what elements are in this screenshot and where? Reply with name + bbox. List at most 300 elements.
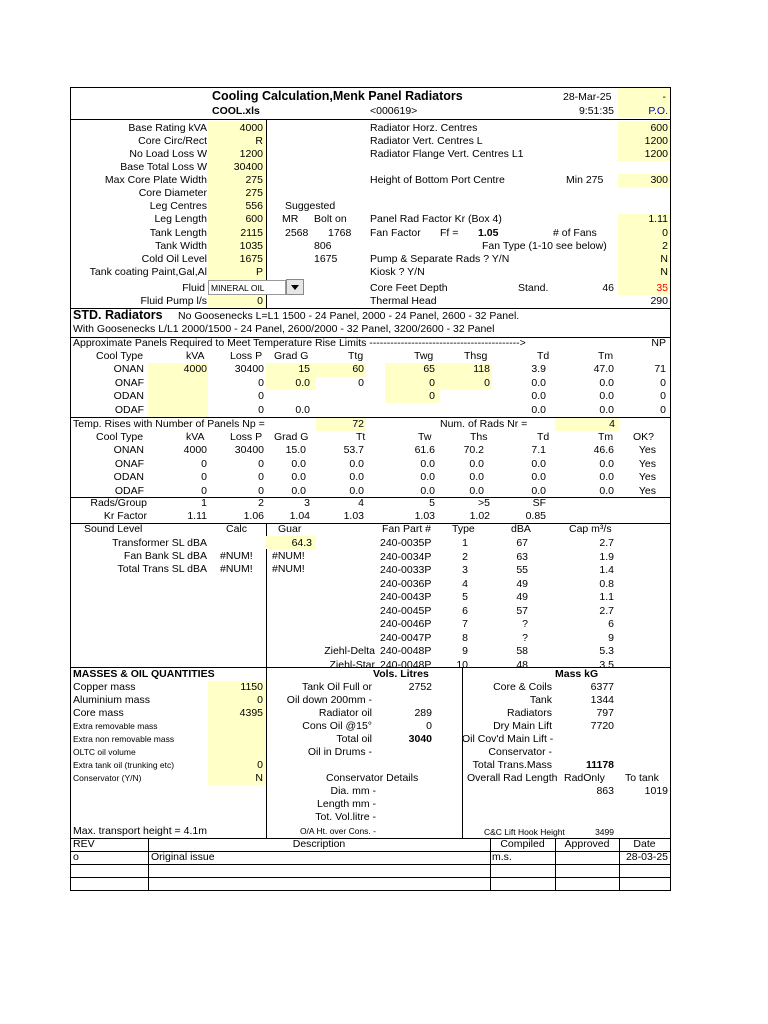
approx-cell: 71	[654, 363, 666, 375]
vol-value: 289	[414, 707, 432, 719]
nr-label: Num. of Rads Nr =	[440, 418, 528, 430]
mass-value[interactable]: N	[255, 772, 263, 784]
mass-label: Conservator (Y/N)	[73, 773, 142, 783]
vol-label: Cons Oil @15°	[302, 720, 372, 732]
input-value[interactable]: 1675	[239, 253, 263, 265]
fan-capacity: 2.7	[599, 537, 614, 549]
temp-cell: 0.0	[349, 484, 364, 497]
approx-header: Grad G	[274, 350, 309, 362]
vol-label: Oil down 200mm -	[286, 694, 372, 706]
rev-cell: o	[73, 851, 79, 863]
nr-value[interactable]: 4	[609, 418, 615, 430]
fluid-dropdown-button[interactable]	[286, 279, 304, 295]
temp-cell: Yes	[638, 484, 656, 497]
input-value[interactable]: 4000	[239, 122, 263, 134]
fan-part-number: 240-0047P	[380, 631, 432, 644]
fan-type: 3	[462, 564, 468, 576]
kr-factor-value: 1.11	[187, 510, 207, 522]
rads-group-value: 3	[304, 497, 310, 509]
input-label: Core Diameter	[138, 187, 207, 199]
temp-cell: 0.0	[349, 471, 364, 483]
fan-capacity: 9	[608, 631, 614, 644]
input-value[interactable]: P	[255, 266, 263, 278]
kr-factor-value: 1.03	[343, 510, 364, 522]
param-extra: Stand.	[518, 282, 549, 294]
rev-header: Date	[633, 838, 656, 850]
frame-right	[670, 87, 671, 891]
approx-np-label: NP	[651, 337, 666, 349]
input-label: Max Core Plate Width	[104, 174, 207, 186]
fan-part-number: 240-0045P	[380, 604, 432, 617]
temp-cell: 4000	[183, 444, 207, 456]
approx-cell: 0.0	[599, 390, 614, 402]
suggested-bolt-label: Bolt on	[314, 213, 347, 225]
fan-type: 7	[462, 618, 468, 630]
fan-type: 8	[462, 631, 468, 644]
fan-dba: 63	[516, 550, 528, 563]
header-time: 9:51:35	[578, 105, 614, 117]
chevron-down-icon	[287, 280, 303, 294]
temp-header: Tm	[598, 431, 614, 443]
to-tank-label: To tank	[625, 772, 659, 784]
temp-cell: 7.1	[531, 444, 546, 456]
approx-cell[interactable]: 60	[352, 363, 364, 375]
fan-type: 6	[462, 604, 468, 617]
temp-cool-type: ONAN	[113, 444, 144, 456]
fan-connection: Ziehl-Star	[329, 658, 375, 671]
fan-header: dBA	[511, 523, 531, 535]
fan-header: Type	[452, 523, 475, 535]
param-value[interactable]: 300	[650, 174, 668, 186]
param-label: Core Feet Depth	[370, 282, 448, 294]
rule	[70, 877, 670, 878]
fan-capacity: 3.5	[599, 658, 614, 671]
temp-header: Tw	[418, 431, 432, 443]
temp-cell: 0.0	[531, 484, 546, 497]
vol-label: Tank Oil Full or	[301, 681, 372, 693]
approx-cell[interactable]: 0	[258, 390, 264, 402]
temp-cool-type: ODAF	[114, 484, 144, 497]
suggested-title: Suggested	[285, 200, 336, 212]
fan-dba: 58	[516, 645, 528, 657]
vol-label: Total oil	[336, 733, 372, 745]
approx-cell: 0.0	[599, 376, 614, 389]
sound-guar[interactable]: 64.3	[291, 537, 312, 549]
approx-cell[interactable]: 65	[423, 363, 435, 375]
kr-factor-value: 1.02	[469, 510, 490, 522]
temp-cell: 0.0	[531, 471, 546, 483]
fan-capacity: 1.9	[599, 550, 614, 563]
input-label: Leg Length	[154, 213, 207, 225]
sound-guar: #NUM!	[272, 550, 305, 562]
param-label: Radiator Horz. Centres	[370, 122, 478, 134]
temp-cell: Yes	[638, 444, 656, 456]
np-value[interactable]: 72	[352, 418, 364, 430]
mass-kg-label: Core & Coils	[493, 681, 552, 693]
temp-cell: 0	[201, 471, 207, 483]
fan-header: Cap m³/s	[569, 523, 612, 535]
fan-part-number: 240-0048P	[380, 645, 432, 657]
fluid-label: Fluid	[182, 282, 205, 294]
rule	[70, 864, 670, 865]
temp-cell: 0.0	[599, 457, 614, 470]
mass-value[interactable]: 4395	[239, 707, 263, 719]
header-date: 28-Mar-25	[563, 91, 612, 103]
param-label: Fan Type (1-10 see below)	[482, 240, 607, 252]
temp-cell: 0	[201, 484, 207, 497]
temp-cell: 0.0	[469, 457, 484, 470]
temp-cell: 0.0	[599, 484, 614, 497]
rads-group-value: >5	[478, 497, 490, 509]
approx-header: Ttg	[348, 350, 364, 362]
input-value[interactable]: 1035	[239, 240, 263, 252]
sound-calc: #NUM!	[220, 550, 253, 562]
rev-cell: 28-03-25	[625, 851, 668, 863]
param-value[interactable]: 0	[662, 227, 668, 239]
rad-only-label: RadOnly	[564, 772, 605, 784]
fan-part-number: 240-0046P	[380, 618, 432, 630]
temp-cell: Yes	[638, 471, 656, 483]
lift-value: 3499	[595, 827, 614, 837]
fan-capacity: 0.8	[599, 577, 614, 590]
approx-cool-type: ODAN	[113, 390, 144, 402]
temp-cell: 0.0	[599, 471, 614, 483]
mass-kg-value: 7720	[590, 720, 614, 732]
temp-cell: 61.6	[414, 444, 435, 456]
fan-type: 2	[462, 550, 468, 563]
input-label: Core Circ/Rect	[138, 135, 207, 147]
sound-header: Guar	[278, 523, 302, 535]
input-value[interactable]: 2115	[240, 227, 263, 239]
kr-factor-value: 1.06	[243, 510, 264, 522]
conservator-row: Tot. Vol.litre -	[315, 811, 376, 823]
param-extra: # of Fans	[553, 227, 597, 239]
approx-cell: 0.0	[531, 403, 546, 416]
rads-group-value: SF	[532, 497, 546, 509]
sound-label: Fan Bank SL dBA	[123, 550, 207, 562]
sound-calc: #NUM!	[220, 563, 253, 575]
masses-title: MASSES & OIL QUANTITIES	[73, 668, 215, 680]
temp-cell: 70.2	[463, 444, 484, 456]
rad-length-label: Overall Rad Length	[467, 772, 558, 784]
mass-value[interactable]: 0	[257, 694, 263, 706]
input-value[interactable]: 0	[257, 295, 263, 307]
approx-cell[interactable]: 0	[258, 403, 264, 416]
temp-header: Td	[537, 431, 550, 443]
temp-cell: 0.0	[420, 484, 435, 497]
fan-dba: ?	[522, 618, 528, 630]
rev-cell: m.s.	[492, 851, 512, 863]
rads-group-value: 2	[258, 497, 264, 509]
input-label: Base Rating kVA	[128, 122, 207, 134]
param-value[interactable]: 1.11	[648, 213, 668, 225]
header-ref: <000619>	[370, 105, 418, 117]
frame-top	[70, 87, 670, 88]
mass-kg-label: Dry Main Lift	[493, 720, 552, 732]
file-name: COOL.xls	[212, 105, 260, 117]
temp-cell: 0.0	[291, 457, 306, 470]
fan-header: Fan Part #	[382, 523, 432, 535]
param-extra2: 46	[602, 282, 614, 294]
vol-value: 3040	[408, 733, 432, 745]
param-label: Radiator Vert. Centres L	[370, 135, 483, 147]
fan-part-number: 240-0036P	[380, 577, 432, 590]
rule	[70, 119, 670, 120]
input-value[interactable]: 275	[245, 187, 263, 199]
mass-value[interactable]: 0	[257, 759, 263, 771]
param-label: Thermal Head	[370, 295, 437, 307]
temp-cell: 0.0	[291, 484, 306, 497]
approx-cell[interactable]: 118	[473, 363, 490, 375]
rads-group-value: 5	[429, 497, 435, 509]
lift-label: C&C Lift Hook Height	[484, 827, 565, 837]
fan-dba: 49	[516, 591, 528, 603]
fan-type: 4	[462, 577, 468, 590]
temp-cell: 0.0	[349, 457, 364, 470]
fan-dba: ?	[522, 631, 528, 644]
std-radiators-line2: With Goosenecks L/L1 2000/1500 - 24 Panel, 2600/2000 - 32 Panel, 3200/2600 - 32 Panel	[73, 323, 495, 335]
suggested-mr-value: 2568	[285, 227, 309, 239]
temp-cell: 0.0	[291, 471, 306, 483]
temp-header: kVA	[186, 431, 205, 443]
rule	[70, 890, 670, 891]
temp-cell: 0	[258, 457, 264, 470]
input-value[interactable]: 556	[245, 200, 263, 212]
to-tank-value: 1019	[644, 785, 668, 797]
temp-cell: 0.0	[420, 471, 435, 483]
fan-type: 9	[462, 645, 468, 657]
temp-cell: 30400	[234, 444, 264, 456]
approx-cell[interactable]: 0.0	[295, 376, 310, 389]
approx-cell[interactable]: 0	[484, 376, 490, 389]
temp-header: Ths	[470, 431, 488, 443]
mass-kg-value: 797	[596, 707, 614, 719]
approx-cell[interactable]: 0	[429, 376, 435, 389]
approx-header: Td	[537, 350, 550, 362]
approx-header: Tm	[598, 350, 614, 362]
param-extra: Min 275	[566, 174, 604, 186]
param-label: Height of Bottom Port Centre	[370, 174, 505, 186]
mass-label: OLTC oil volume	[73, 747, 136, 757]
input-label: Base Total Loss W	[120, 161, 207, 173]
input-value[interactable]: 275	[245, 174, 263, 186]
mass-kg-value: 11178	[585, 759, 614, 771]
fan-part-number: 240-0048P	[380, 658, 432, 671]
approx-title: Approximate Panels Required to Meet Temperature Rise Limits ------------------------------------------->	[73, 337, 526, 349]
temp-header: Tt	[356, 431, 366, 443]
suggested-mr-label: MR	[282, 213, 299, 225]
param-value[interactable]: 1200	[644, 148, 668, 160]
fan-dba: 48	[516, 658, 528, 671]
rev-header: Approved	[564, 838, 610, 850]
mass-label: Extra tank oil (trunking etc)	[73, 760, 175, 770]
mass-kg-label: Radiators	[507, 707, 552, 719]
input-label: Tank Width	[155, 240, 207, 252]
sound-guar: #NUM!	[272, 563, 305, 575]
temp-cell: 0.0	[469, 471, 484, 483]
mass-kg-value: 1344	[590, 694, 614, 706]
temp-cell: 0	[201, 457, 207, 470]
approx-cell: 0.0	[599, 403, 614, 416]
kr-factor-value: 0.85	[525, 510, 546, 522]
approx-cell[interactable]: 30400	[234, 363, 264, 375]
param-value[interactable]: N	[660, 266, 668, 278]
approx-header: Cool Type	[96, 350, 144, 362]
temp-cell: 0	[258, 484, 264, 497]
fan-dba: 67	[516, 537, 528, 549]
approx-cool-type: ONAN	[113, 363, 144, 375]
input-label: No Load Loss W	[129, 148, 207, 160]
vols-title: Vols. Litres	[373, 668, 429, 680]
approx-cell: 0	[660, 403, 666, 416]
approx-header: kVA	[186, 350, 205, 362]
temp-cell: 0	[258, 471, 264, 483]
input-value[interactable]: 1200	[239, 148, 263, 160]
sound-label: Transformer SL dBA	[112, 537, 207, 549]
fan-capacity: 5.3	[599, 645, 614, 657]
rads-group-value: 1	[201, 497, 207, 509]
rev-header: REV	[73, 838, 95, 850]
temp-cell: 0.0	[469, 484, 484, 497]
param-value[interactable]: N	[660, 253, 668, 265]
approx-cell[interactable]: 4000	[183, 363, 207, 375]
sound-header: Sound Level	[84, 523, 143, 535]
mass-label: Extra non removable mass	[73, 734, 175, 744]
fan-dba: 49	[516, 577, 528, 590]
approx-cool-type: ODAF	[114, 403, 144, 416]
approx-cell: 3.9	[531, 363, 546, 375]
approx-cell[interactable]: 0	[258, 376, 264, 389]
conservator-row: O/A Ht. over Cons. -	[299, 826, 376, 836]
std-radiators-line1: No Goosenecks L=L1 1500 - 24 Panel, 2000 - 24 Panel, 2600 - 32 Panel.	[178, 310, 520, 322]
fan-part-number: 240-0034P	[380, 550, 432, 563]
approx-header: Twg	[414, 350, 434, 362]
kr-factor-value: 1.04	[289, 510, 310, 522]
mass-label: Extra removable mass	[73, 721, 158, 731]
fan-connection: Ziehl-Delta	[324, 645, 375, 657]
fan-capacity: 6	[608, 618, 614, 630]
fan-part-number: 240-0035P	[380, 537, 432, 549]
param-value[interactable]: 600	[650, 122, 668, 134]
input-value[interactable]: R	[255, 135, 263, 147]
approx-cell[interactable]: 15	[298, 363, 310, 375]
fan-capacity: 2.7	[599, 604, 614, 617]
fan-part-number: 240-0043P	[380, 591, 432, 603]
temp-cell: 0.0	[420, 457, 435, 470]
approx-header: Thsg	[464, 350, 488, 362]
rev-header: Description	[292, 838, 346, 850]
temp-header: Cool Type	[96, 431, 144, 443]
mass-kg-value: 6377	[590, 681, 614, 693]
kr-factor-value: 1.03	[414, 510, 435, 522]
param-ff-label: Ff =	[440, 227, 459, 239]
input-label: Cold Oil Level	[141, 253, 207, 265]
fan-type: 5	[462, 591, 468, 603]
approx-cell: 0.0	[531, 390, 546, 402]
input-label: Fluid Pump l/s	[140, 295, 207, 307]
temp-cell: 0.0	[531, 457, 546, 470]
mass-kg-label: Conservator -	[488, 746, 552, 758]
fan-capacity: 1.1	[599, 591, 614, 603]
vol-label: Oil in Drums -	[307, 746, 372, 758]
rad-only-value: 863	[596, 785, 614, 797]
temp-cool-type: ONAF	[114, 457, 144, 470]
param-label: Panel Rad Factor Kr (Box 4)	[370, 213, 502, 225]
approx-cell: 47.0	[593, 363, 614, 375]
rev-cell: Original issue	[151, 851, 215, 863]
param-value[interactable]: 1200	[644, 135, 668, 147]
fluid-value: MINERAL OIL	[211, 283, 265, 293]
param-value[interactable]: 2	[662, 240, 668, 252]
approx-cell: 0	[660, 376, 666, 389]
transport-height: Max. transport height = 4.1m	[73, 825, 207, 837]
input-label: Tank coating Paint,Gal,Al	[89, 266, 207, 278]
approx-cell[interactable]: 0.0	[295, 403, 310, 416]
param-label: Radiator Flange Vert. Centres L1	[370, 148, 524, 160]
suggested-width: 806	[314, 240, 332, 252]
fan-dba: 55	[516, 564, 528, 576]
temp-cell: Yes	[638, 457, 656, 470]
rads-group-value: 4	[358, 497, 364, 509]
mass-label: Copper mass	[73, 681, 136, 693]
temp-cell: 15.0	[285, 444, 306, 456]
approx-cell: 0	[660, 390, 666, 402]
temp-cool-type: ODAN	[113, 471, 144, 483]
input-value[interactable]: 600	[245, 213, 263, 225]
fan-type: 1	[462, 537, 468, 549]
fan-type: 10	[456, 658, 468, 671]
suggested-bolt-value: 1768	[328, 227, 352, 239]
param-label: Kiosk ? Y/N	[370, 266, 425, 278]
approx-header: Loss P	[230, 350, 263, 362]
param-value: 290	[650, 295, 668, 307]
mass-kg-title: Mass kG	[555, 668, 599, 680]
temp-rises-label: Temp. Rises with Number of Panels Np =	[73, 418, 265, 430]
header-po: P.O.	[648, 105, 668, 117]
vol-label: Radiator oil	[318, 707, 372, 719]
approx-cool-type: ONAF	[114, 376, 144, 389]
temp-header: Loss P	[230, 431, 263, 443]
temp-cell: 46.6	[593, 444, 614, 456]
mass-kg-label: Tank	[529, 694, 552, 706]
fan-part-number: 240-0033P	[380, 564, 432, 576]
sound-header: Calc	[226, 523, 248, 535]
approx-cell[interactable]: 0	[429, 390, 435, 402]
fan-capacity: 1.4	[599, 564, 614, 576]
param-value[interactable]: 35	[656, 282, 668, 294]
mass-label: Aluminium mass	[73, 694, 151, 706]
input-label: Leg Centres	[149, 200, 207, 212]
std-radiators-title: STD. Radiators	[73, 308, 163, 322]
conservator-title: Conservator Details	[326, 772, 419, 784]
rev-header: Compiled	[500, 838, 545, 850]
approx-cell[interactable]: 0	[358, 376, 364, 389]
mass-value[interactable]: 1150	[240, 681, 263, 693]
temp-header: Grad G	[274, 431, 309, 443]
vol-value: 0	[426, 720, 432, 732]
vol-value: 2752	[408, 681, 432, 693]
temp-header: OK?	[633, 431, 655, 443]
fan-dba: 57	[516, 604, 528, 617]
suggested-level: 1675	[314, 253, 338, 265]
temp-cell: 53.7	[343, 444, 364, 456]
input-value[interactable]: 30400	[233, 161, 263, 173]
approx-cell: 0.0	[531, 376, 546, 389]
param-label: Fan Factor	[370, 227, 421, 239]
header-dash: -	[662, 91, 666, 103]
param-ff-value: 1.05	[478, 227, 499, 239]
mass-kg-label: Total Trans.Mass	[472, 759, 552, 771]
